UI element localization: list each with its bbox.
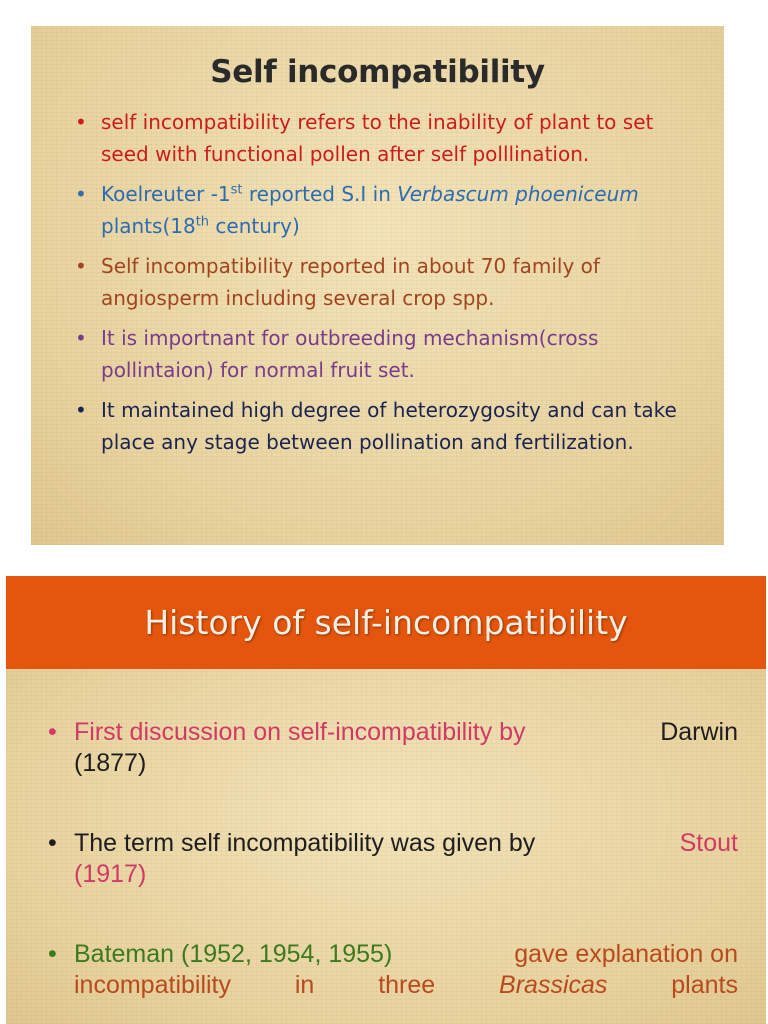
slide-title: History of self-incompatibility: [144, 603, 628, 642]
bullet-text-part: gave explanation on: [514, 940, 738, 968]
bullet-icon: •: [75, 110, 87, 134]
bullet-text: It is importnant for outbreeding mechanism(cross pollintaion) for normal fruit set.: [101, 326, 599, 382]
line-wrap: [74, 717, 738, 748]
species-name: Verbascum phoeniceum: [397, 182, 639, 206]
bullet-icon: •: [48, 829, 57, 857]
bullet-text-part: Bateman (1952, 1954, 1955): [74, 940, 393, 968]
bullet-icon: •: [75, 182, 87, 206]
slide-header: [6, 576, 766, 669]
bullet-text-part: (1917): [74, 860, 147, 888]
bullet-text-part: Stout: [679, 829, 738, 857]
superscript: st: [230, 182, 243, 198]
bullet-list: [71, 106, 701, 466]
list-item: [71, 178, 701, 242]
bullet-text-part: (1877): [74, 749, 147, 777]
bullet-icon: •: [75, 254, 87, 278]
slide-body: [6, 669, 766, 1024]
line-wrap: [74, 970, 738, 1001]
bullet-list: [48, 717, 738, 1001]
bullet-icon: •: [75, 326, 87, 350]
word: in: [294, 971, 315, 999]
bullet-text-part: reported S.I in: [242, 182, 398, 206]
word: plants: [671, 971, 738, 999]
bullet-text-part: century): [209, 214, 300, 238]
line-wrap: [74, 828, 738, 859]
word: three: [378, 971, 436, 999]
line-wrap: [74, 939, 738, 970]
list-item: [71, 394, 701, 458]
species-name: Brassicas: [499, 971, 608, 999]
bullet-icon: •: [75, 398, 87, 422]
bullet-icon: •: [48, 940, 57, 968]
list-item: [48, 939, 738, 1001]
slide-self-incompatibility: [31, 26, 724, 545]
bullet-text-part: plants(18: [101, 214, 196, 238]
bullet-text: It maintained high degree of heterozygosity and can take place any stage between pollination and fertilization.: [101, 398, 677, 454]
list-item: [71, 322, 701, 386]
bullet-text-part: The term self incompatibility was given by: [74, 829, 536, 857]
bullet-text-part: Darwin: [660, 718, 738, 746]
slide-history: [6, 576, 766, 1024]
bullet-text: Self incompatibility reported in about 70 family of angiosperm including several crop spp.: [101, 254, 600, 310]
list-item: [71, 106, 701, 170]
list-item: [71, 250, 701, 314]
word: incompatibility: [74, 971, 232, 999]
bullet-text-part: Koelreuter -1: [101, 182, 231, 206]
superscript: th: [195, 214, 210, 230]
list-item: [48, 828, 738, 890]
bullet-text-part: First discussion on self-incompatibility by: [74, 718, 526, 746]
list-item: [48, 717, 738, 779]
slide-title: Self incompatibility: [210, 54, 545, 90]
bullet-text: self incompatibility refers to the inability of plant to set seed with functional pollen after self polllination.: [101, 110, 654, 166]
bullet-icon: •: [48, 718, 57, 746]
